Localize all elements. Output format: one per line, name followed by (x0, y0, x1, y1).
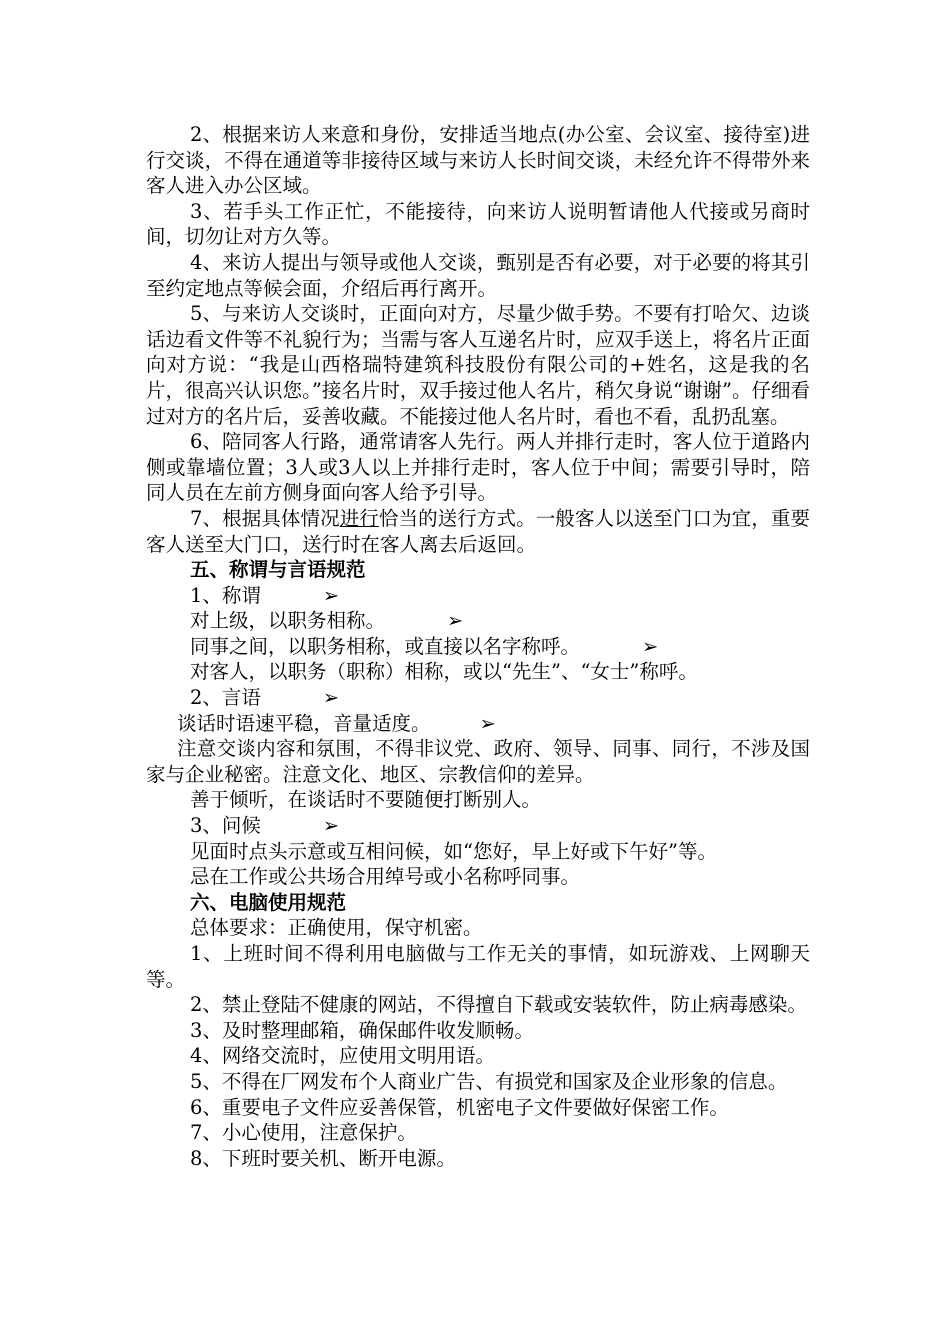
list-item-speech-pace (146, 711, 810, 737)
section-heading-address-speech: 五、称谓与言语规范 (190, 558, 366, 582)
section-heading-computer-use: 六、电脑使用规范 (190, 890, 347, 914)
list-item-speech-title (146, 685, 810, 711)
address-title-text: 1、称谓 (190, 583, 261, 607)
paragraph-computer-rule-6: 6、重要电子文件应妥善保管，机密电子文件要做好保密工作。 (190, 1095, 729, 1119)
list-item-listening: 善于倾听，在谈话时不要随便打断别人。 (190, 788, 542, 812)
arrow-bullet-icon: ➢ (322, 583, 340, 607)
paragraph-reception-location: 2、根据来访人来意和身份，安排适当地点(办公室、会议室、接待室)进行交谈，不得在通道等非接待区域与来访人长时间交谈，未经允许不得带外来客人进入办公区域。 (146, 123, 810, 198)
seeing-off-text-2: 恰当的送行方式。一般客人以送至门口为宜，重要客人送至大门口，送行时在客人离去后返回。 (146, 506, 810, 556)
list-item-greeting-example: 见面时点头示意或互相问候，如“您好，早上好或下午好”等。 (190, 839, 717, 863)
paragraph-computer-rule-3: 3、及时整理邮箱，确保邮件收发顺畅。 (190, 1018, 534, 1042)
list-item-superiors (146, 608, 810, 634)
paragraph-computer-rule-2: 2、禁止登陆不健康的网站，不得擅自下载或安装软件，防止病毒感染。 (190, 993, 807, 1017)
paragraph-conversation-content: 注意交谈内容和氛围，不得非议党、政府、领导、同事、同行，不涉及国家与企业秘密。注意文化、地区、宗教信仰的差异。 (146, 737, 810, 786)
list-item-address-title (146, 583, 810, 609)
arrow-bullet-icon: ➢ (447, 609, 464, 633)
seeing-off-text-1: 7、根据具体情况 (190, 506, 340, 530)
greeting-title-text: 3、问候 (190, 814, 261, 838)
paragraph-computer-rule-8: 8、下班时要关机、断开电源。 (190, 1146, 456, 1170)
document-body (146, 122, 810, 1171)
speech-title-text: 2、言语 (190, 686, 261, 710)
arrow-bullet-icon: ➢ (642, 634, 659, 658)
list-item-greeting-title (146, 813, 810, 839)
superiors-text: 对上级，以职务相称。 (190, 609, 386, 633)
paragraph-busy-reception: 3、若手头工作正忙，不能接待，向来访人说明暂请他人代接或另商时间，切勿让对方久等。 (146, 199, 810, 249)
paragraph-general-requirement: 总体要求：正确使用，保守机密。 (190, 916, 483, 940)
paragraph-computer-rule-5: 5、不得在厂网发布个人商业广告、有损党和国家及企业形象的信息。 (190, 1069, 788, 1093)
arrow-bullet-icon: ➢ (322, 814, 340, 838)
list-item-nickname-rule: 忌在工作或公共场合用绰号或小名称呼同事。 (190, 865, 581, 889)
list-item-guests: 对客人，以职务（职称）相称，或以“先生”、“女士”称呼。 (190, 660, 698, 684)
paragraph-computer-rule-4: 4、网络交流时，应使用文明用语。 (190, 1044, 495, 1068)
colleagues-text: 同事之间，以职务相称，或直接以名字称呼。 (190, 634, 581, 658)
arrow-bullet-icon: ➢ (479, 711, 496, 735)
arrow-bullet-icon: ➢ (322, 686, 340, 710)
paragraph-meeting-request: 4、来访人提出与领导或他人交谈，甄别是否有必要，对于必要的将其引至约定地点等候会面，介绍后再行离开。 (146, 250, 810, 300)
paragraph-walking-with-guests: 6、陪同客人行路，通常请客人先行。两人并排行走时，客人位于道路内侧或靠墙位置；3人或3人以上并排行走时，客人位于中间；需要引导时，陪同人员在左前方侧身面向客人给予引导。 (146, 430, 810, 505)
paragraph-seeing-off (146, 506, 810, 557)
paragraph-conversation-etiquette: 5、与来访人交谈时，正面向对方，尽量少做手势。不要有打哈欠、边谈话边看文件等不礼貌行为；当需与客人互递名片时，应双手送上，将名片正面向对方说：“我是山西格瑞特建筑科技股份有限公司的+姓名，这是我的名片，很高兴认识您。”接名片时，双手接过他人名片，稍欠身说“谢谢”。仔细看过对方的名片后，妥善收藏。不能接过他人名片时，看也不看，乱扔乱塞。 (146, 302, 810, 428)
paragraph-computer-rule-1: 1、上班时间不得利用电脑做与工作无关的事情，如玩游戏、上网聊天等。 (146, 942, 810, 991)
seeing-off-underlined-text: 进行 (339, 506, 379, 530)
list-item-colleagues (146, 634, 810, 660)
paragraph-computer-rule-7: 7、小心使用，注意保护。 (190, 1121, 417, 1145)
speech-pace-text: 谈话时语速平稳，音量适度。 (177, 711, 431, 735)
